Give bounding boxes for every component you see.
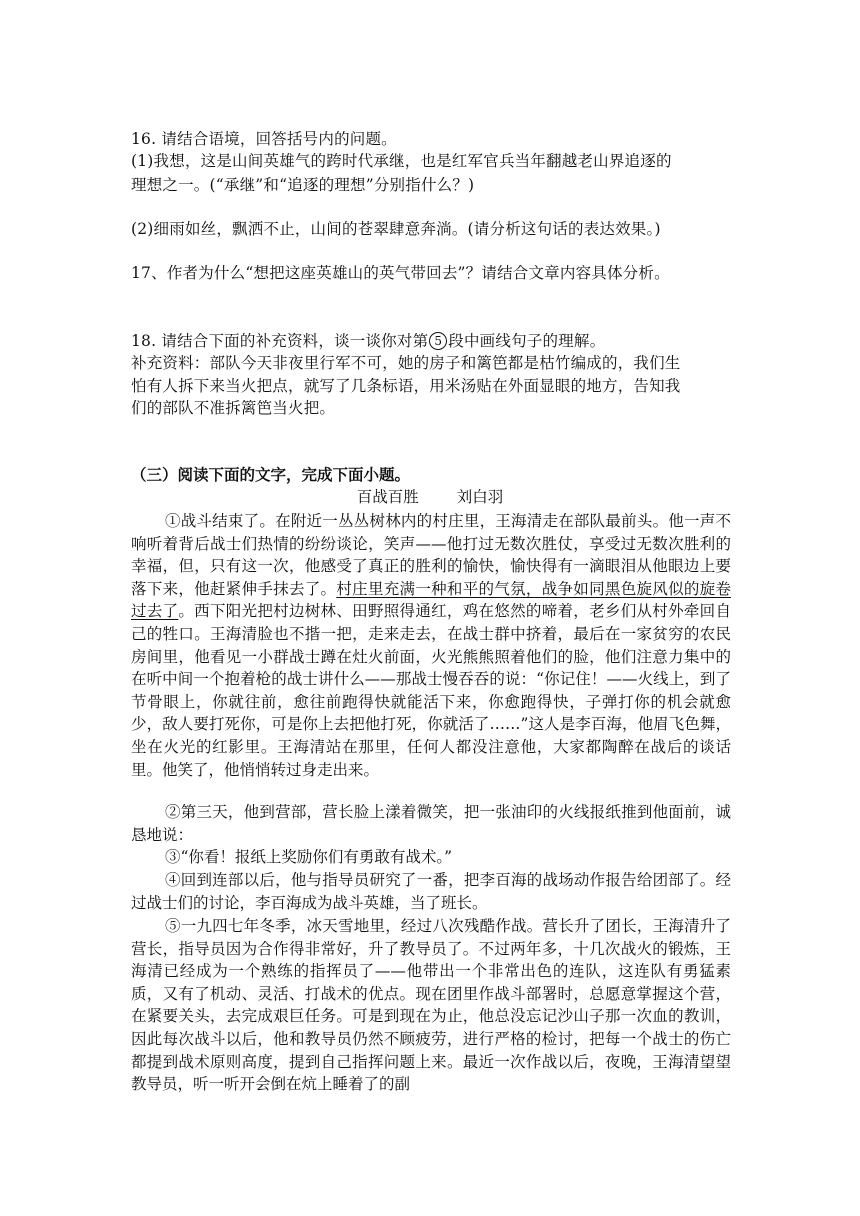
question-16-part2: (2)细雨如丝，飘洒不止，山间的苍翠肆意奔淌。(请分析这句话的表达效果。): [131, 220, 661, 238]
supplementary-material-line1: 补充资料：部队今天非夜里行军不可，她的房子和篱笆都是枯竹编成的，我们生: [131, 354, 681, 372]
question-16-title: 16. 请结合语境，回答括号内的问题。: [131, 130, 397, 148]
question-18-suffix: 段中画线句子的理解。: [448, 332, 606, 350]
section-heading: （三）阅读下面的文字，完成下面小题。: [131, 465, 411, 484]
question-18-prefix: 18. 请结合下面的补充资料，谈一谈你对第: [131, 332, 429, 350]
paragraph-1: [131, 510, 731, 781]
paragraph-5: ⑤一九四七年冬季，冰天雪地里，经过八次残酷作战。营长升了团长，王海清升了营长，指导员因为合作得非常好，升了教导员了。不过两年多，十几次战火的锻炼，王海清已经成为一个熟练的指挥员了——他带出一个非常出色的连队，这连队有勇猛素质，又有了机动、灵活、打战术的优点。现在团里作战斗部署时，总愿意掌握这个营，在紧要关头，去完成艰巨任务。可是到现在为止，他总没忘记沙山子那一次血的教训，因此每次战斗以后，他和教导员仍然不顾疲劳，进行严格的检讨，把每一个战士的伤亡都提到战术原则高度，提到自己指挥问题上来。最近一次作战以后，夜晚，王海清望望教导员，听一听开会倒在炕上睡着了的副: [131, 917, 731, 1094]
supplementary-material-line3: 们的部队不准拆篱笆当火把。: [131, 399, 336, 417]
paragraph-3: ③“你看！报纸上奖励你们有勇敢有战术。”: [165, 848, 453, 866]
article-title: 百战百胜: [356, 488, 419, 506]
question-18-title: [131, 330, 605, 352]
underlined-sentence: 村庄里充满一种和平的气氛，战争如同黑色旋风似的旋卷过去了: [131, 579, 731, 621]
article-title-line: [0, 486, 860, 508]
paragraph-1-text-b: 。西下阳光把村边树林、田野照得通红，鸡在悠然的啼着，老乡们从村外牵回自己的牲口。王海清脸也不揩一把，走来走去，在战士群中挤着，最后在一家贫穷的农民房间里，他看见一小群战士蹲在灶火前面，火光熊熊照着他们的脸，他们注意力集中的在听中间一个抱着枪的战士讲什么——那战士慢吞吞的说：“你记住！——火线上，到了节骨眼上，你就往前，愈往前跑得快就能活下来，你愈跑得快，子弹打你的机会就愈少，敌人要打死你，可是你上去把他打死，你就活了……”这人是李百海，他眉飞色舞，坐在火光的红影里。王海清站在那里，任何人都没注意他，大家都陶醉在战后的谈话里。他笑了，他悄悄转过身走出来。: [131, 602, 731, 779]
question-17: 17、作者为什么“想把这座英雄山的英气带回去”？请结合文章内容具体分析。: [131, 264, 670, 282]
article-author: 刘白羽: [456, 488, 504, 506]
paragraph-2: ②第三天，他到营部，营长脸上漾着微笑，把一张油印的火线报纸推到他面前，诚恳地说：: [131, 803, 731, 844]
supplementary-material-line2: 怕有人拆下来当火把点，就写了几条标语，用米汤贴在外面显眼的地方，告知我: [131, 377, 681, 395]
question-16-part1-line2: 理想之一。(“承继”和“追逐的理想”分别指什么？): [131, 176, 475, 194]
paragraph-4: ④回到连部以后，他与指导员研究了一番，把李百海的战场动作报告给团部了。经过战士们的讨论，李百海成为战斗英雄，当了班长。: [131, 871, 731, 912]
question-16-part1-line1: (1)我想，这是山间英雄气的跨时代承继，也是红军官兵当年翻越老山界追逐的: [131, 152, 672, 170]
paragraph-1-text-a: ①战斗结束了。在附近一丛丛树林内的村庄里，王海清走在部队最前头。他一声不响听着背后战士们热情的纷纷谈论，笑声——他打过无数次胜仗，享受过无数次胜利的幸福，但，只有这一次，他感受了真正的胜利的愉快，愉快得有一滴眼泪从他眼边上要落下来，他赶紧伸手抹去了。: [131, 512, 731, 598]
circled-number-5: 5: [429, 332, 447, 350]
